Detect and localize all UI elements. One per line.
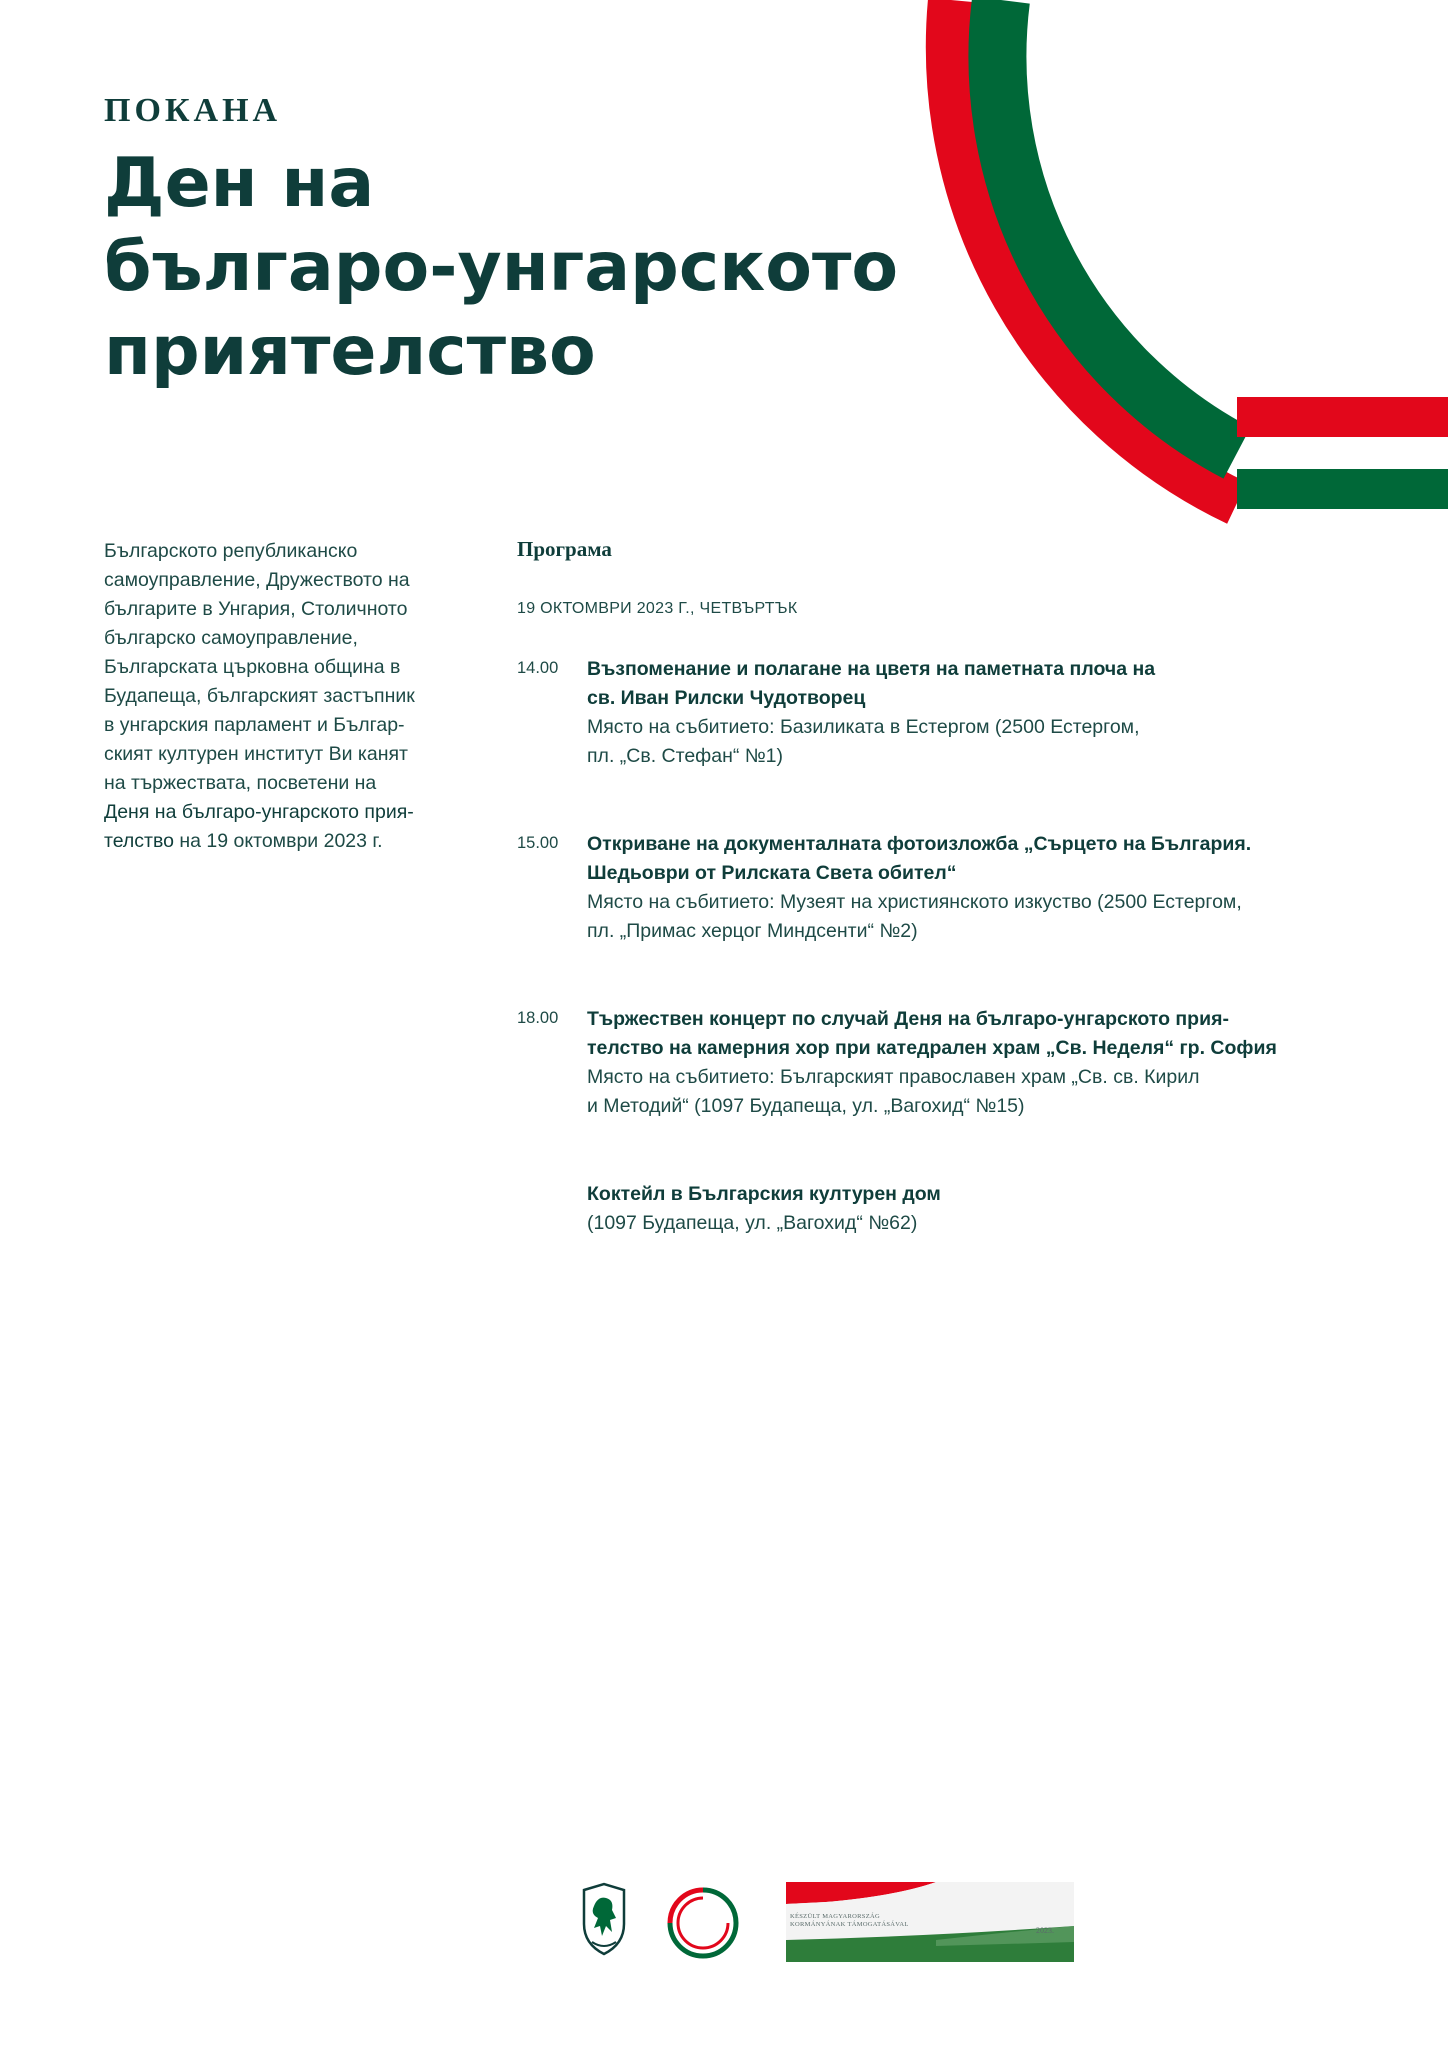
event-title-line: Шедьоври от Рилската Света обител“ [587,862,957,884]
intro-line-rest: на 19 октомври 2023 г. [173,830,383,852]
event-place-line: Място на събитието: Музеят на християнското изкуство (2500 Естергом, [587,891,1242,913]
event-place-line: (1097 Будапеща, ул. „Вагохид“ №62) [587,1212,918,1234]
red-bar [1237,397,1448,437]
event-time: 18.00 [517,1009,559,1027]
event-place-line: пл. „Св. Стефан“ №1) [587,745,784,767]
intro-line: Българското републиканско [104,540,358,562]
event-place-line: пл. „Примас херцог Миндсенти“ №2) [587,920,918,942]
intro-line: българско самоуправление, [104,627,358,649]
green-bar [1237,469,1448,509]
title-line: Ден на [104,144,375,223]
event-place-line: и Методий“ (1097 Будапеща, ул. „Вагохид“ №15) [587,1095,1025,1117]
program-heading: Програма [517,537,612,561]
event-body [587,1180,1367,1238]
banner-caption-line: KÉSZÜLT MAGYARORSZÁG [790,1913,880,1920]
event-title-line: св. Иван Рилски Чудотворец [587,687,866,709]
title-line: българо-унгарското [104,228,899,307]
event-title-line: телство на камерния хор при катедрален храм „Св. Неделя“ гр. София [587,1037,1277,1059]
intro-highlight: телство [104,830,174,852]
event-body [587,830,1367,946]
banner-year: 2023. [1036,1926,1054,1935]
footer-logos [580,1870,1080,1970]
banner-caption [790,1913,940,1929]
ring-logo-icon [664,1884,742,1962]
intro-line: на тържествата, посветени на [104,772,377,794]
intro-line: ският културен институт Ви канят [104,743,408,765]
lion-crest-icon [580,1880,628,1958]
green-arc [997,0,1237,453]
intro-line: Деня на българо-унгарското прия- [104,801,414,823]
event-title-line: Тържествен концерт по случай Деня на българо-унгарското прия- [587,1008,1229,1030]
event-body [587,1005,1367,1121]
event-place-line: Място на събитието: Българският православен храм „Св. св. Кирил [587,1066,1200,1088]
event-title-line: Коктейл в Българския културен дом [587,1183,941,1205]
event-time: 15.00 [517,834,559,852]
event-time: 14.00 [517,659,559,677]
event-title-line: Възпоменание и полагане на цветя на паметната плоча на [587,658,1156,680]
intro-line: в унгарския парламент и Българ- [104,714,405,736]
page-title [104,142,904,394]
event-title-line: Откриване на документалната фотоизложба „Сърцето на България. [587,833,1252,855]
intro-text [104,537,449,856]
program-date: 19 ОКТОМВРИ 2023 Г., ЧЕТВЪРТЪК [517,600,798,617]
intro-line: българите в Унгария, Столичното [104,598,408,620]
title-line: приятелство [104,312,596,391]
intro-line: Българската църковна община в [104,656,401,678]
banner-caption-line: KORMÁNYÁNAK TÁMOGATÁSÁVAL [790,1921,909,1928]
intro-line: самоуправление, Дружеството на [104,569,410,591]
event-body [587,655,1367,771]
intro-line: Будапеща, българският застъпник [104,685,415,707]
intro-line [104,827,449,856]
hungarian-flag-banner-icon [786,1882,1074,1962]
kicker: ПОКАНА [104,92,282,129]
event-place-line: Място на събитието: Базиликата в Естергом (2500 Естергом, [587,716,1140,738]
